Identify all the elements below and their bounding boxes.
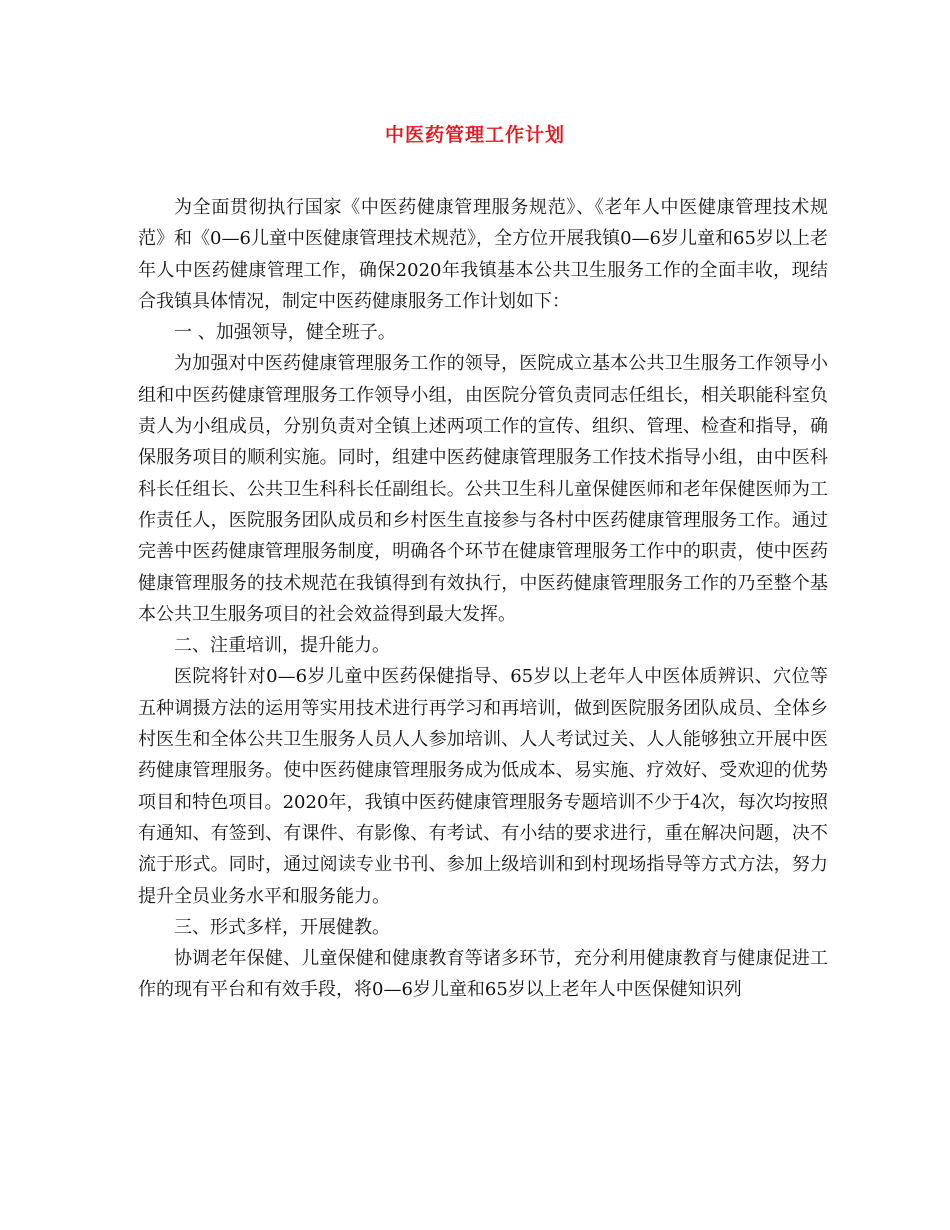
section-heading-3: 三、形式多样，开展健教。: [174, 916, 390, 938]
document-body: [138, 192, 828, 1006]
section-heading-2: 二、注重培训，提升能力。: [174, 635, 390, 657]
intro-paragraph: 为全面贯彻执行国家《中医药健康管理服务规范》、《老年人中医健康管理技术规范》和《0—6儿童中医健康管理技术规范》，全方位开展我镇0—6岁儿童和65岁以上老年人中医药健康管理工作，确保2020年我镇基本公共卫生服务工作的全面丰收，现结合我镇具体情况，制定中医药健康服务工作计划如下：: [138, 197, 828, 312]
section-1-paragraph: 为加强对中医药健康管理服务工作的领导，医院成立基本公共卫生服务工作领导小组和中医药健康管理服务工作领导小组，由医院分管负责同志任组长，相关职能科室负责人为小组成员，分别负责对全镇上述两项工作的宣传、组织、管理、检查和指导，确保服务项目的顺利实施。同时，组建中医药健康管理服务工作技术指导小组，由中医科科长任组长、公共卫生科科长任副组长。公共卫生科儿童保健医师和老年保健医师为工作责任人，医院服务团队成员和乡村医生直接参与各村中医药健康管理服务工作。通过完善中医药健康管理服务制度，明确各个环节在健康管理服务工作中的职责，使中医药健康管理服务的技术规范在我镇得到有效执行，中医药健康管理服务工作的乃至整个基本公共卫生服务项目的社会效益得到最大发挥。: [138, 353, 828, 625]
document-title: 中医药管理工作计划: [384, 124, 565, 146]
section-heading-1: 一 、加强领导，健全班子。: [174, 322, 396, 344]
section-3-paragraph: 协调老年保健、儿童保健和健康教育等诸多环节，充分利用健康教育与健康促进工作的现有平台和有效手段，将0—6岁儿童和65岁以上老年人中医保健知识列: [138, 948, 828, 1001]
section-2-paragraph: 医院将针对0—6岁儿童中医药保健指导、65岁以上老年人中医体质辨识、穴位等五种调摄方法的运用等实用技术进行再学习和再培训，做到医院服务团队成员、全体乡村医生和全体公共卫生服务人员人人参加培训、人人考试过关、人人能够独立开展中医药健康管理服务。使中医药健康管理服务成为低成本、易实施、疗效好、受欢迎的优势项目和特色项目。2020年，我镇中医药健康管理服务专题培训不少于4次，每次均按照有通知、有签到、有课件、有影像、有考试、有小结的要求进行，重在解决问题，决不流于形式。同时，通过阅读专业书刊、参加上级培训和到村现场指导等方式方法，努力提升全员业务水平和服务能力。: [138, 666, 828, 907]
